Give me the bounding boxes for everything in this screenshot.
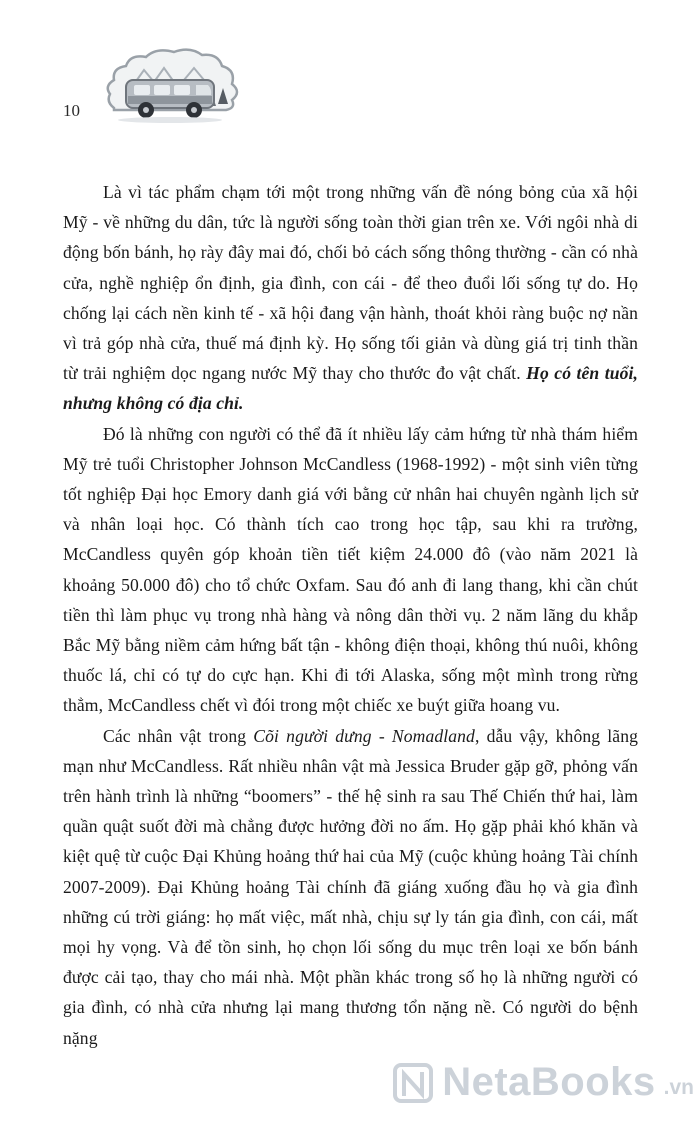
paragraph-3 [63,721,638,1053]
paragraph-3-text: Các nhân vật trong [103,725,254,746]
watermark-brand-text: NetaBooks [442,1060,656,1104]
paragraph-2-text: Đó là những con người có thể đã ít nhiều lấy cảm hứng từ nhà thám hiểm Mỹ trẻ tuổi Christopher Johnson McCandless (1968-1992) - một sinh viên từng tốt nghiệp Đại học Emory danh giá với bằng cử nhân hai chuyên ngành lịch sử và nhân loại học. Có thành tích cao trong học tập, sau khi ra trường, McCandless quyên góp khoản tiền tiết kiệm 24.000 đô (vào năm 2021 là khoảng 50.000 đô) cho tổ chức Oxfam. Sau đó anh đi lang thang, khi cần chút tiền thì làm phục vụ trong nhà hàng và nông dân thời vụ. 2 năm lãng du khắp Bắc Mỹ bằng niềm cảm hứng bất tận - không điện thoại, không thú nuôi, không thuốc lá, chỉ có tự do cực hạn. Khi đi tới Alaska, sống một mình trong rừng thẳm, McCandless chết vì đói trong một chiếc xe buýt giữa hoang vu. [63,423,638,716]
watermark [392,1060,694,1105]
paragraph-3-text-cont: , dẫu vậy, không lãng mạn như McCandless. Rất nhiều nhân vật mà Jessica Bruder gặp gỡ, phỏng vấn trên hành trình là những “boomers” - thế hệ sinh ra sau Thế Chiến thứ hai, làm quần quật suốt đời mà chẳng được hưởng đời no ấm. Họ gặp phải khó khăn và kiệt quệ từ cuộc Đại Khủng hoảng thứ hai của Mỹ (cuộc khủng hoảng Tài chính 2007-2009). Đại Khủng hoảng Tài chính đã giáng xuống đầu họ và gia đình những cú trời giáng: họ mất việc, mất nhà, chịu sự ly tán gia đình, con cái, mất mọi hy vọng. Và để tồn sinh, họ chọn lối sống du mục trên loại xe bốn bánh được cải tạo, thay cho mái nhà. Một phần khác trong số họ là những người có gia đình, có nhà cửa nhưng lại mang thương tổn nặng nề. Có người do bệnh nặng [63,725,638,1048]
camper-van-mountains-icon [100,44,245,128]
watermark-tld-text: .vn [663,1076,694,1099]
camper-van-illustration [100,44,245,128]
netabooks-n-logo-icon [392,1062,434,1104]
paragraph-1-text: Là vì tác phẩm chạm tới một trong những vấn đề nóng bỏng của xã hội Mỹ - về những du dân, tức là người sống toàn thời gian trên xe. Với ngôi nhà di động bốn bánh, họ rày đây mai đó, chối bỏ cách sống thông thường - cần có nhà cửa, nghề nghiệp ổn định, gia đình, con cái - để theo đuổi lối sống tự do. Họ chống lại cách nền kinh tế - xã hội đang vận hành, thoát khỏi ràng buộc nợ nần vì trả góp nhà cửa, thuế má định kỳ. Họ sống tối giản và dùng giá trị tinh thần từ trải nghiệm dọc ngang nước Mỹ thay cho thước đo vật chất. [63,182,638,384]
paragraph-2 [63,419,638,721]
paragraph-1 [63,177,638,419]
paragraph-1-emphasis: Họ có tên tuổi, nhưng không có địa chỉ. [63,363,638,414]
page-number: 10 [63,101,80,120]
book-title-italic: Cõi người dưng - Nomadland [253,725,475,746]
body-text [63,177,638,1053]
